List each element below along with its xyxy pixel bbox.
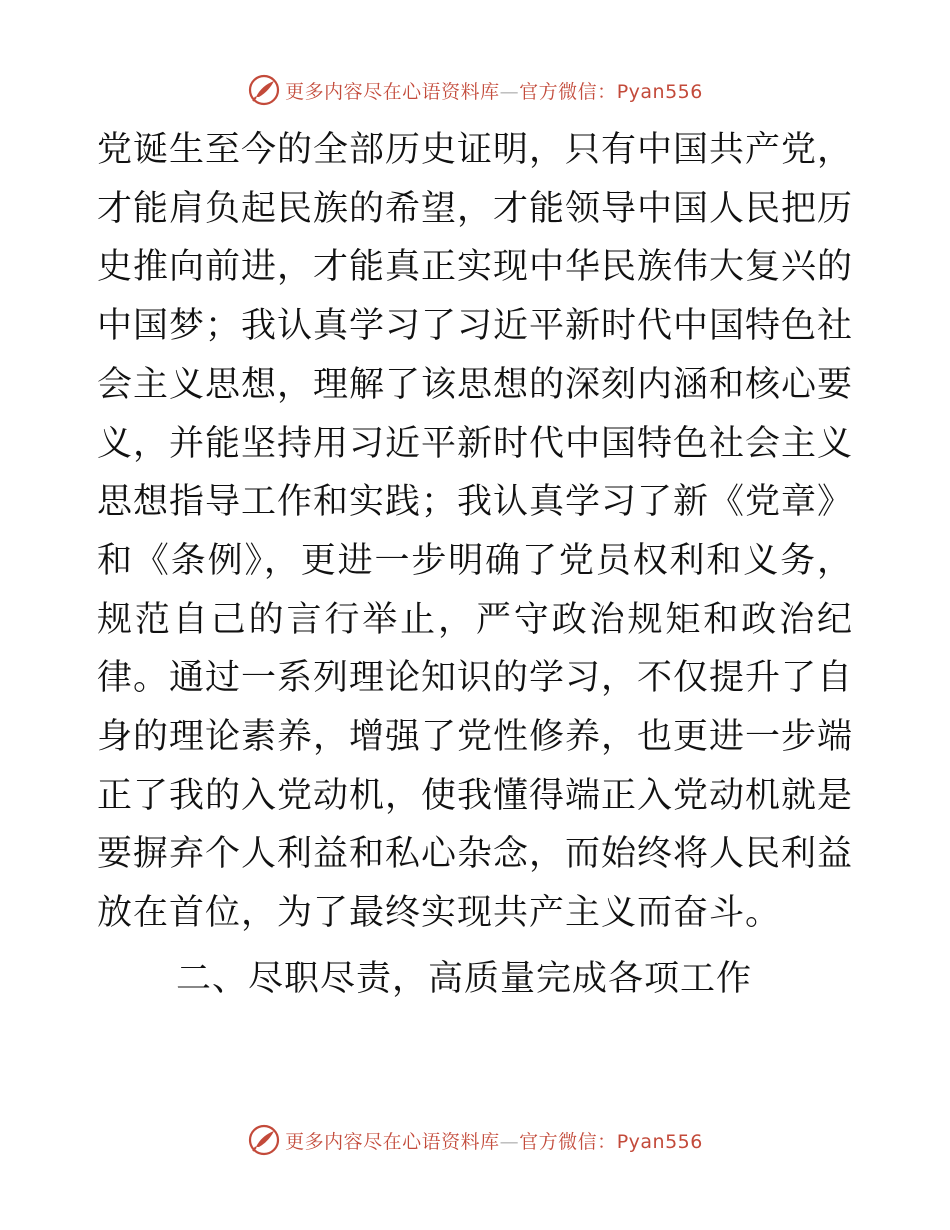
quill-pen-icon [247,1123,281,1157]
quill-pen-icon [247,73,281,107]
footer-watermark [0,1120,950,1160]
body-paragraph: 党诞生至今的全部历史证明，只有中国共产党，才能肩负起民族的希望，才能领导中国人民把历史推向前进，才能真正实现中华民族伟大复兴的中国梦；我认真学习了习近平新时代中国特色社会主义思想，理解了该思想的深刻内涵和核心要义，并能坚持用习近平新时代中国特色社会主义思想指导工作和实践；我认真学习了新《党章》和《条例》，更进一步明确了党员权利和义务，规范自己的言行举止，严守政治规矩和政治纪律。通过一系列理论知识的学习，不仅提升了自身的理论素养，增强了党性修养，也更进一步端正了我的入党动机，使我懂得端正入党动机就是要摒弃个人利益和私心杂念，而始终将人民利益放在首位，为了最终实现共产主义而奋斗。 [97,130,854,934]
section-heading: 二、尽职尽责，高质量完成各项工作 [176,959,753,999]
banner-wechat-label: 官方微信： [519,80,617,103]
banner-dash: — [499,1130,520,1153]
banner-dash: — [499,80,520,103]
banner-wechat-label: 官方微信： [519,1130,617,1153]
banner-wechat-id: Pyan556 [616,80,703,103]
banner-wechat-id: Pyan556 [616,1130,703,1153]
banner-brand: 更多内容尽在心语资料库 [285,80,500,103]
banner-brand: 更多内容尽在心语资料库 [285,1130,500,1153]
header-watermark [0,70,950,110]
